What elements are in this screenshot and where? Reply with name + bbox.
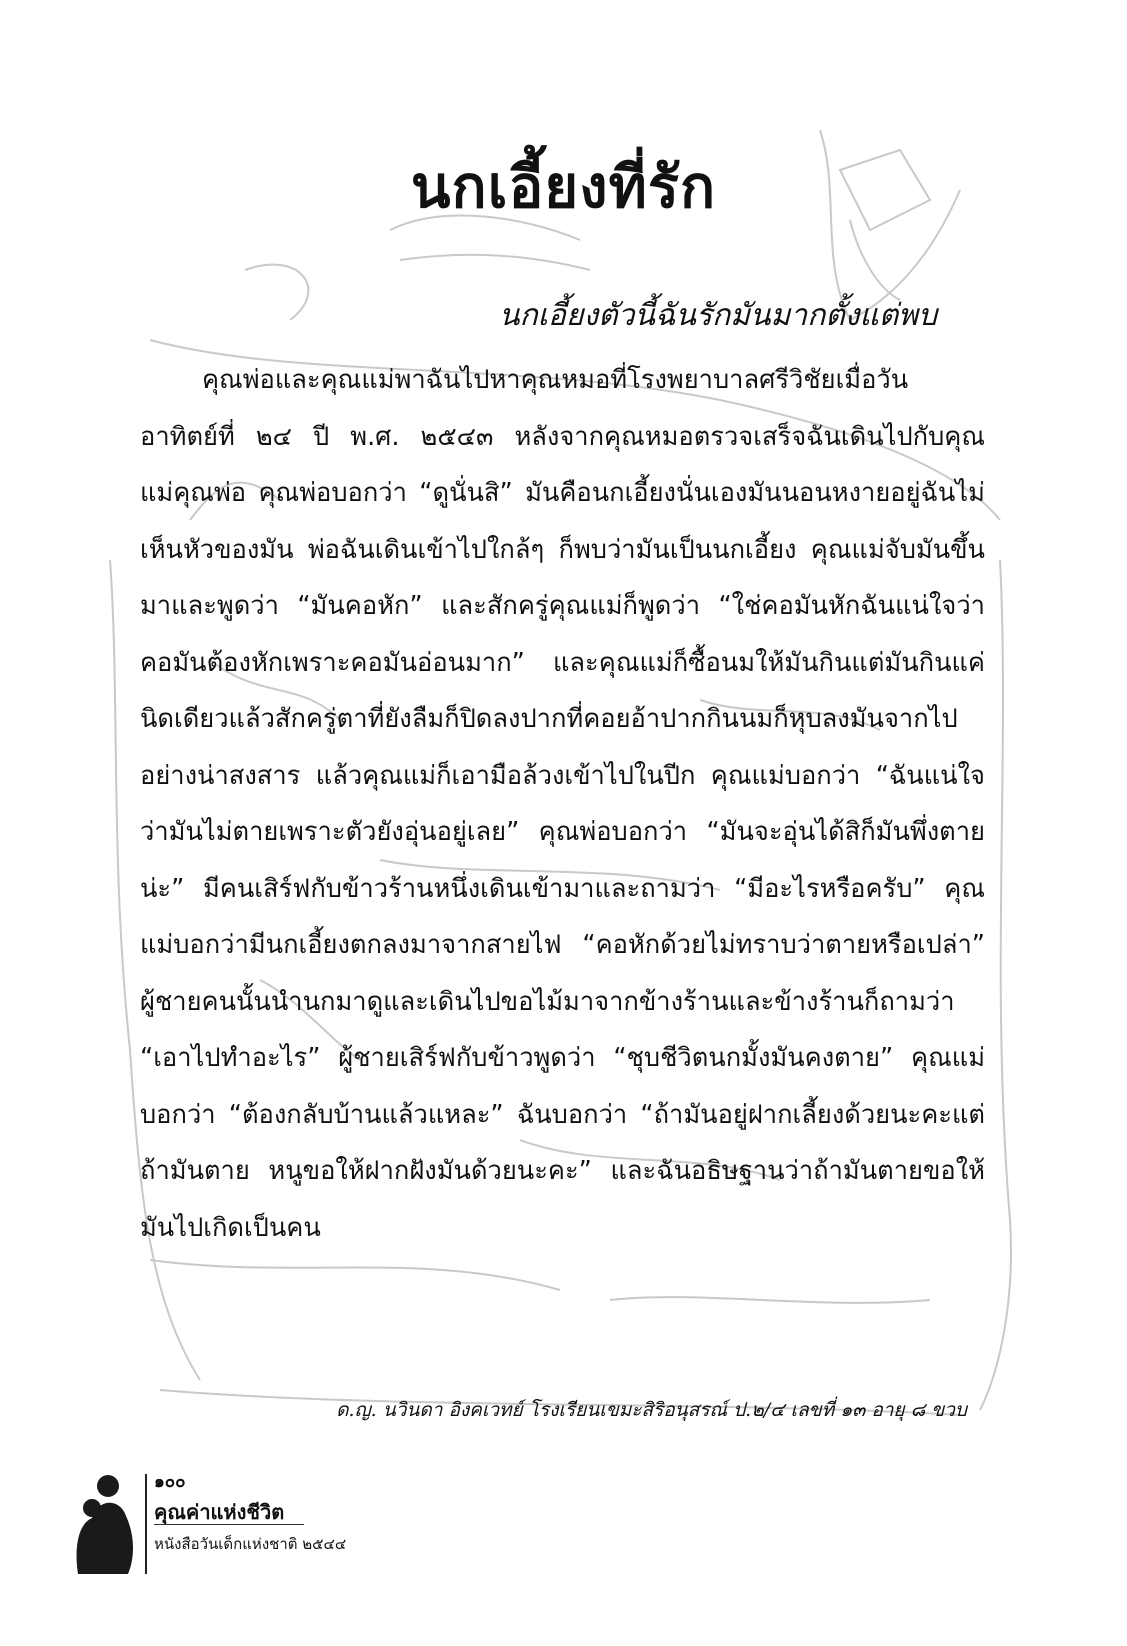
page-title: นกเอี้ยงที่รัก (410, 153, 717, 221)
book-subtitle: หนังสือวันเด็กแห่งชาติ ๒๕๔๔ (154, 1535, 347, 1553)
author-credit: ด.ญ. นวินดา อิงคเวทย์ โรงเรียนเขมะสิริอนุสรณ์ ป.๒/๔ เลขที่ ๑๓ อายุ ๘ ขวบ (336, 1399, 967, 1421)
subtitle: นกเอี้ยงตัวนี้ฉันรักมันมากตั้งแต่พบ (498, 298, 937, 333)
body-paragraph: คุณพ่อและคุณแม่พาฉันไปหาคุณหมอที่โรงพยาบาลศรีวิชัยเมื่อวันอาทิตย์ที่ ๒๔ ปี พ.ศ. ๒๕๔๓ หลังจากคุณหมอตรวจเสร็จฉันเดินไปกับคุณแม่คุณพ่อ คุณพ่อบอกว่า “ดูนั่นสิ” มันคือนกเอี้ยงนั่นเองมันนอนหงายอยู่ฉันไม่เห็นหัวของมัน พ่อฉันเดินเข้าไปใกล้ๆ ก็พบว่ามันเป็นนกเอี้ยง คุณแม่จับมันขึ้นมาและพูดว่า “มันคอหัก” และสักครู่คุณแม่ก็พูดว่า “ใช่คอมันหักฉันแน่ใจว่าคอมันต้องหักเพราะคอมันอ่อนมาก” และคุณแม่ก็ซื้อนมให้มันกินแต่มันกินแค่นิดเดียวแล้วสักครู่ตาที่ยังลืมก็ปิดลงปากที่คอยอ้าปากกินนมก็หุบลงมันจากไปอย่างน่าสงสาร แล้วคุณแม่ก็เอามือล้วงเข้าไปในปีก คุณแม่บอกว่า “ฉันแน่ใจว่ามันไม่ตายเพราะตัวยังอุ่นอยู่เลย” คุณพ่อบอกว่า “มันจะอุ่นได้สิก็มันพึ่งตายน่ะ” มีคนเสิร์ฟกับข้าวร้านหนึ่งเดินเข้ามาและถามว่า “มีอะไรหรือครับ” คุณแม่บอกว่ามีนกเอี้ยงตกลงมาจากสายไฟ “คอหักด้วยไม่ทราบว่าตายหรือเปล่า” ผู้ชายคนนั้นนำนกมาดูและเดินไปขอไม้มาจากข้างร้านและข้างร้านก็ถามว่า “เอาไปทำอะไร” ผู้ชายเสิร์ฟกับข้าวพูดว่า “ชุบชีวิตนกมั้งมันคงตาย” คุณแม่บอกว่า “ต้องกลับบ้านแล้วแหละ” ฉันบอกว่า “ถ้ามันอยู่ฝากเลี้ยงด้วยนะคะแต่ถ้ามันตาย หนูขอให้ฝากฝังมันด้วยนะคะ” และฉันอธิษฐานว่าถ้ามันตายขอให้มันไปเกิดเป็นคน (140, 365, 985, 1243)
children-silhouette-icon (70, 1468, 140, 1574)
footer (70, 1468, 470, 1578)
book-title: คุณค่าแห่งชีวิต (154, 1500, 285, 1524)
footer-underline (154, 1524, 304, 1525)
page-number: ๑๐๐ (154, 1472, 186, 1492)
footer-divider (145, 1474, 147, 1574)
